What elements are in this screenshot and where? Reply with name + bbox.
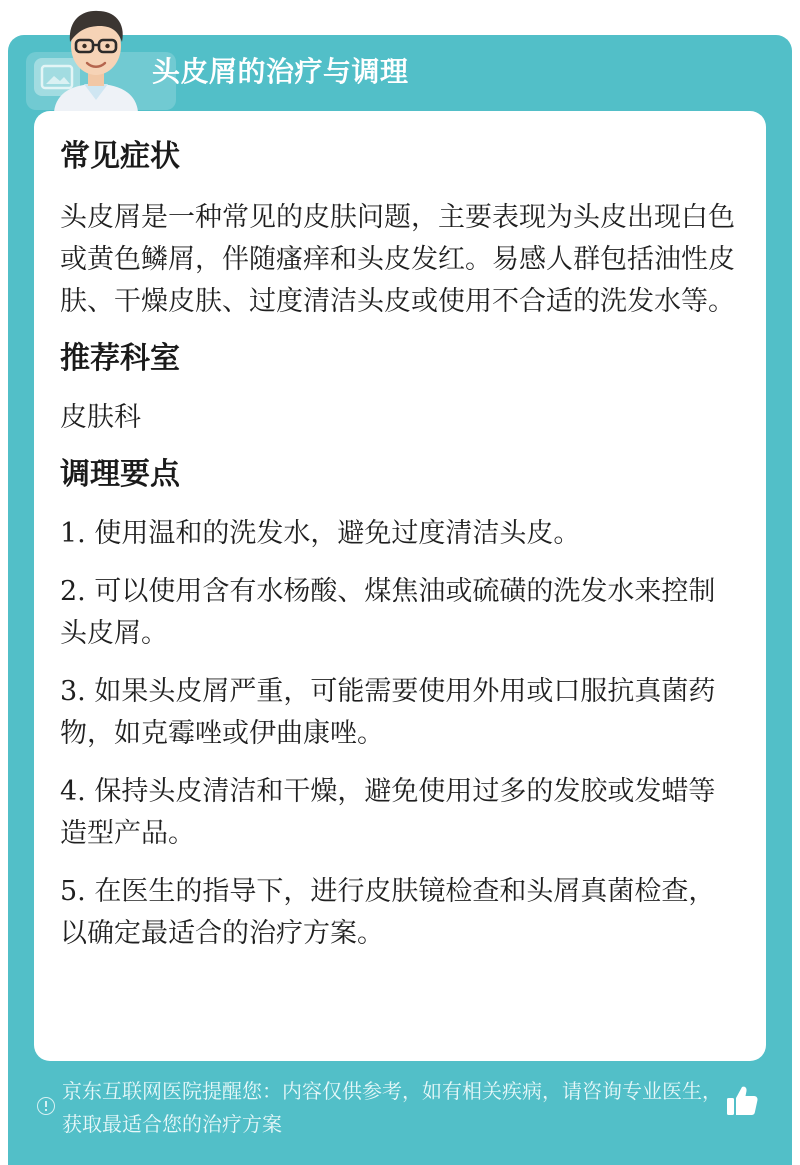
list-item <box>60 513 740 555</box>
list-item-number: 5. <box>60 876 86 907</box>
list-item-text: 保持头皮清洁和干燥，避免使用过多的发胶或发蜡等造型产品。 <box>60 776 716 849</box>
section-title-symptoms: 常见症状 <box>60 139 180 174</box>
list-item <box>60 571 740 655</box>
disclaimer-text: 京东互联网医院提醒您：内容仅供参考，如有相关疾病，请咨询专业医生，获取最适合您的治疗方案 <box>62 1079 722 1136</box>
list-item-number: 3. <box>60 676 86 707</box>
list-item-number: 4. <box>60 776 86 807</box>
list-item <box>60 771 740 855</box>
thumbs-up-icon[interactable] <box>724 1083 760 1119</box>
list-item-text: 在医生的指导下，进行皮肤镜检查和头屑真菌检查，以确定最适合的治疗方案。 <box>60 876 716 949</box>
list-item-number: 1. <box>60 518 86 549</box>
page-title: 头皮屑的治疗与调理 <box>152 55 409 88</box>
list-item <box>60 671 740 755</box>
list-item-text: 可以使用含有水杨酸、煤焦油或硫磺的洗发水来控制头皮屑。 <box>60 576 716 649</box>
section-title-department: 推荐科室 <box>60 341 180 376</box>
care-list <box>60 513 740 955</box>
list-item-text: 如果头皮屑严重，可能需要使用外用或口服抗真菌药物，如克霉唑或伊曲康唑。 <box>60 676 716 749</box>
section-body-department: 皮肤科 <box>60 402 141 433</box>
list-item-text: 使用温和的洗发水，避免过度清洁头皮。 <box>94 518 581 549</box>
footer <box>34 1075 774 1145</box>
content-card <box>34 111 766 1061</box>
info-circle-icon <box>37 1097 55 1115</box>
list-item-number: 2. <box>60 576 86 607</box>
section-title-care: 调理要点 <box>60 457 180 492</box>
section-body-symptoms: 头皮屑是一种常见的皮肤问题，主要表现为头皮出现白色或黄色鳞屑，伴随瘙痒和头皮发红。易感人群包括油性皮肤、干燥皮肤、过度清洁头皮或使用不合适的洗发水等。 <box>60 202 735 317</box>
doctor-avatar <box>40 0 152 112</box>
list-item <box>60 871 740 955</box>
